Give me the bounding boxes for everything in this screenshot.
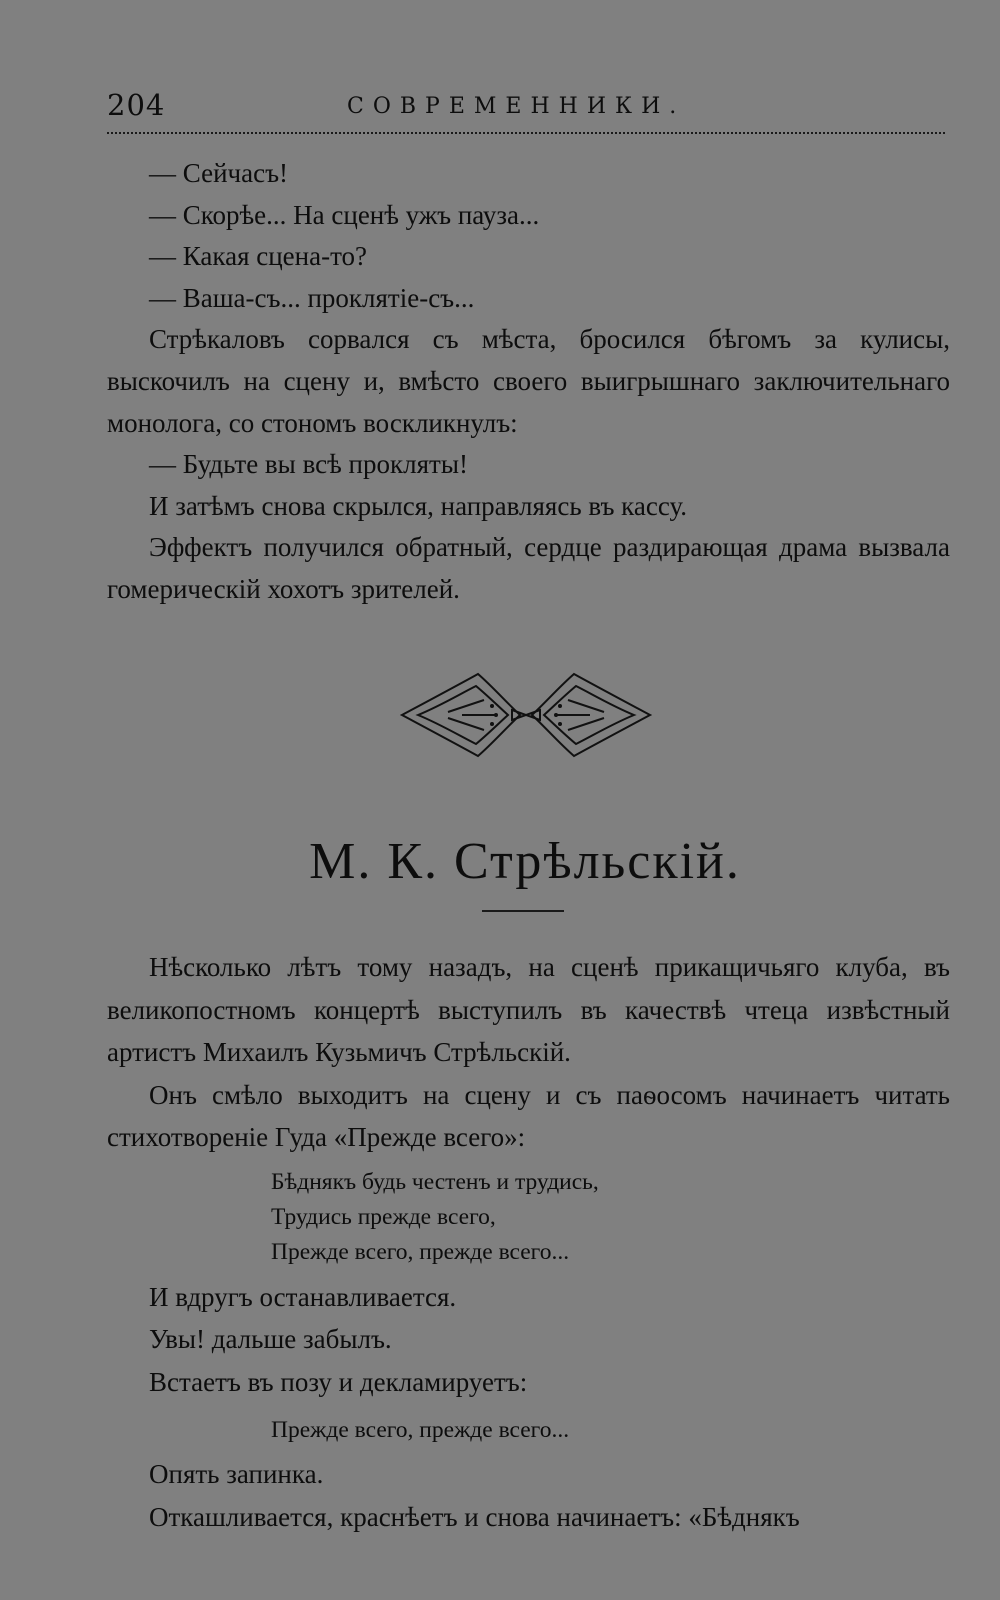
- title-rule: [482, 910, 564, 912]
- paragraph: Откашливается, краснѣетъ и снова начинаетъ: «Бѣднякъ: [149, 1501, 800, 1532]
- paragraph: И затѣмъ снова скрылся, направляясь въ кассу.: [149, 490, 688, 521]
- paragraph: Опять запинка.: [149, 1459, 324, 1489]
- dialogue-line: — Какая сцена-то?: [149, 241, 368, 272]
- verse-line: Прежде всего, прежде всего...: [271, 1238, 570, 1265]
- page-number: 204: [107, 88, 166, 122]
- dialogue-line: — Сейчасъ!: [149, 158, 289, 188]
- dialogue-line: — Ваша-съ... проклятіе-съ...: [149, 282, 475, 313]
- verse-quote: [271, 1165, 950, 1270]
- running-head: [107, 88, 945, 134]
- running-title: СОВРЕМЕННИКИ.: [347, 94, 686, 119]
- paragraph: Нѣсколько лѣтъ тому назадъ, на сценѣ прикащичьяго клуба, въ великопостномъ концертѣ выступилъ въ качествѣ чтеца извѣстный артистъ Михаилъ Кузьмичъ Стрѣльскій.: [107, 952, 950, 1067]
- chapter-body: [107, 946, 950, 1538]
- dialogue-line: — Будьте вы всѣ прокляты!: [149, 449, 468, 480]
- dialogue-line: — Скорѣе... На сценѣ ужъ пауза...: [149, 199, 540, 230]
- verse-line: Бѣднякъ будь честенъ и трудись,: [271, 1168, 599, 1195]
- paragraph: Встаетъ въ позу и декламируетъ:: [149, 1366, 528, 1397]
- paragraph: Онъ смѣло выходитъ на сцену и съ паѳосомъ начинаетъ читать стихотвореніе Гуда «Прежде всего»:: [107, 1079, 950, 1152]
- paragraph: Эффектъ получился обратный, сердце раздирающая драма вызвала гомерическій хохотъ зрителей.: [107, 532, 950, 604]
- paragraph: И вдругъ останавливается.: [149, 1281, 457, 1312]
- paragraph: Стрѣкаловъ сорвался съ мѣста, бросился бѣгомъ за кулисы, выскочилъ на сцену и, вмѣсто своего выигрышнаго заключительнаго монолога, со стономъ воскликнулъ:: [107, 324, 950, 438]
- verse-line: Трудись прежде всего,: [271, 1203, 496, 1230]
- ornament-icon: [400, 672, 652, 758]
- chapter-title: М. К. Стрѣльскій.: [309, 833, 741, 890]
- verse-line: Прежде всего, прежде всего...: [271, 1417, 570, 1443]
- story-ending: [107, 153, 950, 611]
- paragraph: Увы! дальше забылъ.: [149, 1324, 392, 1354]
